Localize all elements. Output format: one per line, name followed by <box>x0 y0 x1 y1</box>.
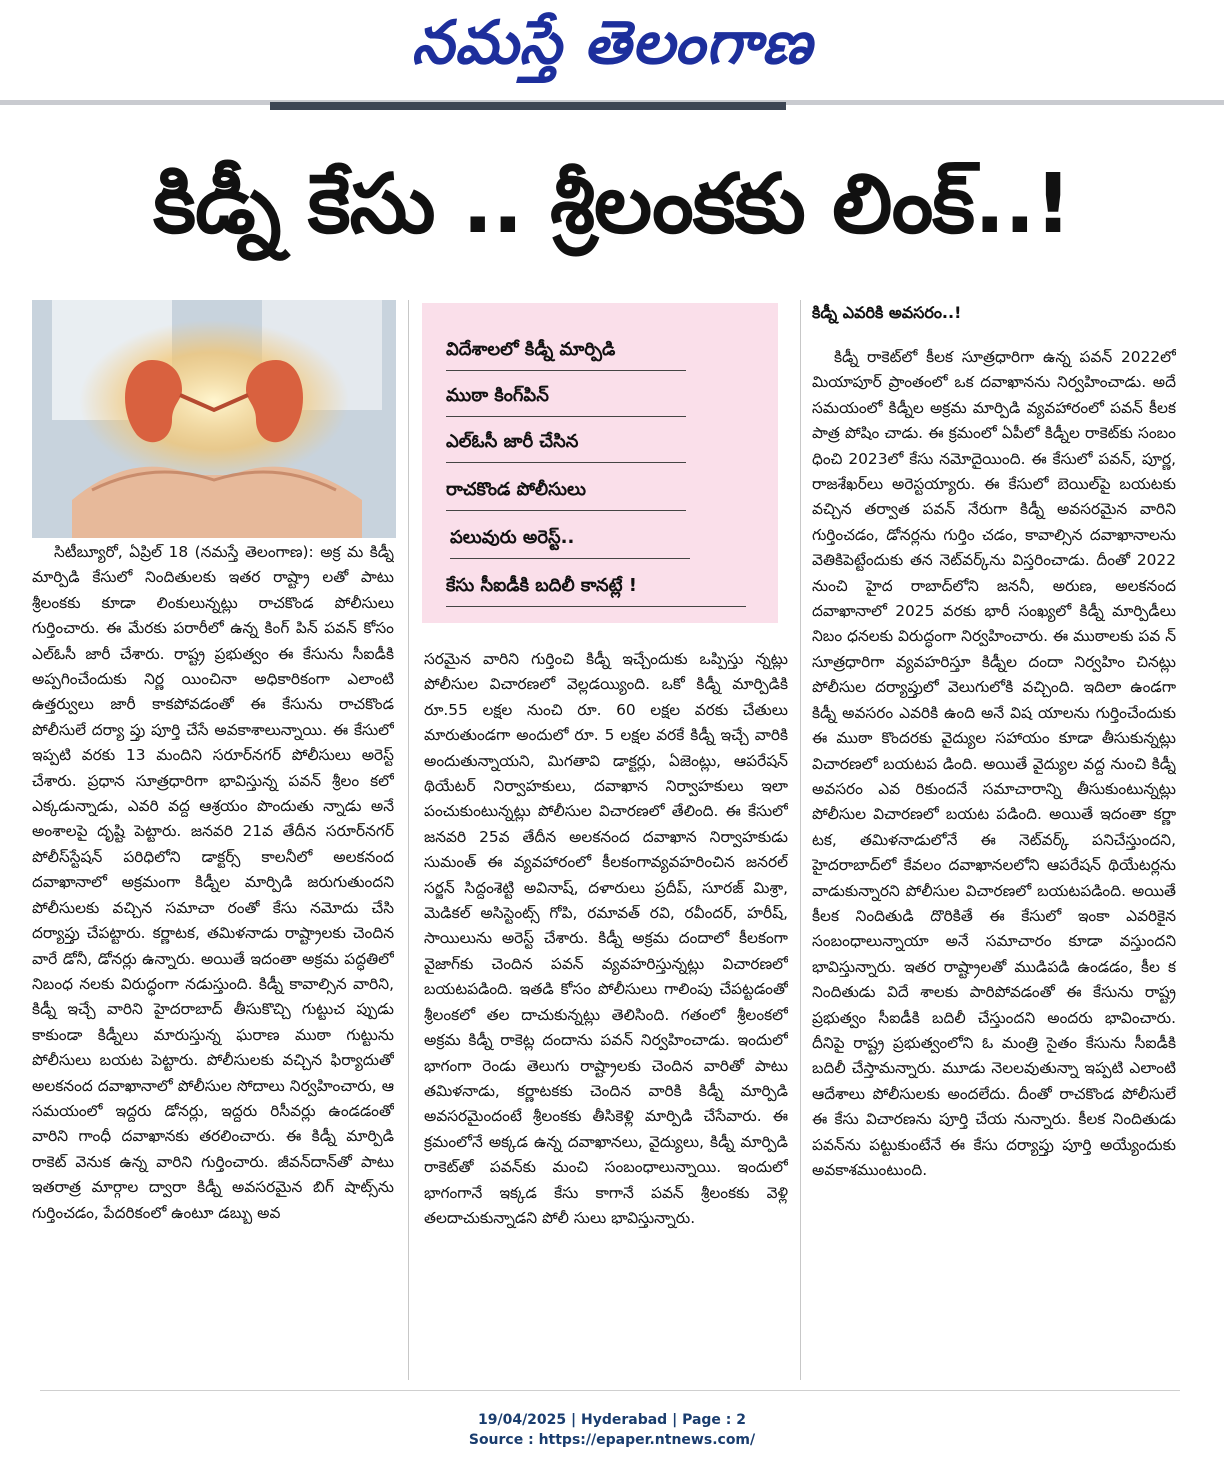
highlight-line: కేసు సీఐడీకి బదిలీ కానట్లే ! <box>446 566 746 607</box>
kidney-hands-image <box>32 300 396 538</box>
article-column-1 <box>32 540 394 1370</box>
kidney-illustration-icon <box>32 300 396 538</box>
highlight-line: పలువురు అరెస్ట్.. <box>450 518 690 559</box>
article-column-2 <box>424 647 788 1367</box>
article-text: కిడ్నీ రాకెట్‌లో కీలక సూత్రధారిగా ఉన్న పవన్ 2022లో మియాపూర్ ప్రాంతంలో ఒక దవాఖానను నిర్వహించాడు. అదే సమయంలో కిడ్నీల అక్రమ మార్పిడి వ్యవహారంలో పవన్ కీలక పాత్ర పోషిం చాడు. ఈ క్రమంలో ఏపీలో కిడ్నీల రాకెట్‌కు సంబం ధించి 2023లో కేసు నమోదైయింది. ఈ కేసులో పవన్, పూర్ణ, రాజశేఖర్‌లు అరెస్టయ్యారు. ఈ కేసులో బెయిల్‌పై బయటకు వచ్చిన తర్వాత పవన్ నేరుగా కిడ్నీ అవసరమైన వారిని గుర్తించడం, డోనర్లను గుర్తిం చడం, కావాల్సిన దవాఖానాలను వెతికిపెట్టేందుకు తన నెట్‌వర్క్‌ను విస్తరించాడు. దీంతో 2022 నుంచి హైద రాబాద్‌లోని జననీ, అరుణ, అలకనంద దవాఖానాలో 2025 వరకు భారీ సంఖ్యలో కిడ్నీ మార్పిడీలు నిబం ధనలకు విరుద్ధంగా నిర్వహించారు. ఈ ముఠాలకు పవ న్ సూత్రధారిగా వ్యవహరిస్తూ కిడ్నీల దందా నిర్వహిం చినట్లు పోలీసుల దర్యాప్తులో వెలుగులోకి వచ్చింది. ఇదిలా ఉండగా కిడ్నీ అవసరం ఎవరికి ఉంది అనే విష యాలను గుర్తించేందుకు ఈ ముఠా కొందరకు వైద్యుల సహాయం కూడా తీసుకున్నట్లు విచారణలో బయటప డింది. అయితే వైద్యుల వద్ద నుంచి కిడ్నీ అవసరం ఎవ రికుందనే సమాచారాన్ని తీసుకుంటున్నట్లు పోలీసుల విచారణలో బయట పడింది. అయితే ఇదంతా కర్ణా టక, తమిళనాడులోనే ఈ నెట్‌వర్క్ పనిచేస్తుందని, హైదరాబాద్‌లో కేవలం దవాఖానలలోని ఆపరేషన్ థియేటర్లను వాడుకున్నారని పోలీసుల విచారణలో బయటపడింది. అయితే కీలక నిందితుడి దొరికితే ఈ కేసులో ఇంకా ఎవరికైన సంబంధాలున్నాయా అనే సమాచారం కూడా వస్తుందని భావిస్తున్నారు. ఇతర రాష్ట్రాలతో ముడిపడి ఉండడం, కీల క నిందితుడు విదే శాలకు పారిపోవడంతో ఈ కేసును రాష్ట్ర ప్రభుత్వం సీఐడీకి బదిలీ చేస్తుందని అందరు భావించారు. దీనిపై రాష్ట్ర ప్రభుత్వంలోని ఓ మంత్రి సైతం కేసును సీఐడీకి బదిలీ చేస్తామన్నారు. మూడు నెలలవుతున్నా ఇప్పటి ఎలాంటి ఆదేశాలు పోలీసులకు అందలేదు. దీంతో రాచకొండ పోలీసులే ఈ కేసు విచారణను పూర్తి చేయ నున్నారు. కీలక నిందితుడు పవన్‌ను పట్టుకుంటేనే ఈ కేసు దర్యాప్తు పూర్తి అయ్యేందుకు అవకాశముంటుంది. <box>812 348 1176 1179</box>
article-text: సరమైన వారిని గుర్తించి కిడ్నీ ఇచ్చేందుకు ఒప్పిస్తు న్నట్లు పోలీసుల విచారణలో వెల్లడయ్యింది. ఒకో కిడ్నీ మార్పిడికి రూ.55 లక్షల నుంచి రూ. 60 లక్షల వరకు చేతులు మారుతుండగా అందులో రూ. 5 లక్షల వరకే కిడ్నీ ఇచ్చే వారికి అందుతున్నాయని, మిగతావి డాక్టర్లు, ఏజెంట్లు, ఆపరేషన్ థియేటర్ నిర్వాహకులు, దవాఖాన నిర్వాహకులు ఇలా పంచుకుంటున్నట్లు పోలీసుల విచారణలో తేలింది. ఈ కేసులో జనవరి 25వ తేదీన అలకనంద దవాఖాన నిర్వాహకుడు సుమంత్ ఈ వ్యవహారంలో కీలకంగావ్యవహరించిన జనరల్ సర్జన్ సిద్దంశెట్టి అవినాష్, దళారులు ప్రదీప్, సూరజ్ మిశ్రా, మెడికల్ అసిస్టెంట్స్ గోపి, రమావత్ రవి, రవీందర్, హరీష్, సాయిలును అరెస్ట్ చేశారు. కిడ్నీ అక్రమ దందాలో కీలకంగా వైజాగ్‌కు చెందిన పవన్ వ్యవహరిస్తున్నట్లు విచారణలో బయటపడింది. ఇతడి కోసం పోలీసులు గాలింపు చేపట్టడంతో శ్రీలంకలో తల దాచుకున్నట్లు తెలిసింది. గతంలో శ్రీలంకలో అక్రమ కిడ్నీ రాకెట్ల దందాను పవన్ నిర్వహించాడు. ఇందులో భాగంగా రెండు తెలుగు రాష్ట్రాలకు చెందిన వారితో పాటు తమిళనాడు, కర్ణాటకకు చెందిన వారికి కిడ్నీ మార్పిడి అవసరమైందంటే శ్రీలంకకు తీసికెళ్లి మార్పిడి చేసేవారు. ఈ క్రమంలోనే అక్కడ ఉన్న దవాఖానలు, వైద్యులు, కిడ్నీ మార్పిడి రాకెట్‌తో పవన్‌కు మంచి సంబంధాలున్నాయి. ఇందులో భాగంగానే ఇక్కడ కేసు కాగానే పవన్ శ్రీలంకకు వెళ్లి తలదాచుకున్నాడని పోలీ సులు భావిస్తున్నారు. <box>424 650 788 1227</box>
page-footer <box>0 1410 1224 1450</box>
footer-source: Source : https://epaper.ntnews.com/ <box>468 1432 756 1448</box>
footer-date-page: 19/04/2025 | Hyderabad | Page : 2 <box>477 1412 747 1428</box>
page-headline: కిడ్నీ కేసు .. శ్రీలంకకు లింక్..! <box>153 157 1071 252</box>
masthead <box>0 0 1224 100</box>
highlight-line: ముఠా కింగ్‌పిన్ <box>446 376 686 417</box>
highlight-line: రాచకొండ పోలీసులు <box>446 470 686 511</box>
article-text: సిటీబ్యూరో, ఏప్రిల్ 18 (నమస్తే తెలంగాణ): అక్ర మ కిడ్నీ మార్పిడి కేసులో నిందితులకు ఇతర రాష్ట్రా లతో పాటు శ్రీలంకకు కూడా లింకులున్నట్లు రాచకొండ పోలీసులు గుర్తించారు. ఈ మేరకు పరారీలో ఉన్న కింగ్ పిన్ పవన్ కోసం ఎల్ఓసీ జారీ చేశారు. రాష్ట్ర ప్రభుత్వం ఈ కేసును సీఐడీకి అప్పగించేందుకు నిర్ణ యించినా అధికారికంగా ఎలాంటి ఉత్తర్వులు జారీ కాకపోవడంతో ఈ కేసును రాచకొండ పోలీసులే దర్యా ప్తు పూర్తి చేసే అవకాశాలున్నాయి. ఈ కేసులో ఇప్పటి వరకు 13 మందిని సరూర్‌నగర్ పోలీసులు అరెస్ట్ చేశారు. ప్రధాన సూత్రధారిగా భావిస్తున్న పవన్ శ్రీలం కలో ఎక్కడున్నాడు, ఎవరి వద్ద ఆశ్రయం పొందుతు న్నాడు అనే అంశాలపై దృష్టి పెట్టారు. జనవరి 21వ తేదీన సరూర్‌నగర్ పోలీస్‌స్టేషన్ పరిధిలోని డాక్టర్స్ కాలనీలో అలకనంద దవాఖానాలో అక్రమంగా కిడ్నీల మార్పిడి జరుగుతుందని పోలీసులకు వచ్చిన సమాచా రంతో కేసు నమోదు చేసి దర్యాప్తు చేపట్టారు. కర్ణాటక, తమిళనాడు రాష్ట్రాలకు చెందిన వారే డోనీ, డోనర్లు ఉన్నారు. అయితే ఇదంతా అక్రమ పద్ధతిలో నిబంధ నలకు విరుద్ధంగా నడుస్తుంది. కిడ్నీ కావాల్సిన వారిని, కిడ్నీ ఇచ్చే వారిని హైదరాబాద్ తీసుకొచ్చి గుట్టుచ ప్పుడు కాకుండా కిడ్నీలు మారుస్తున్న ఘరాణ ముఠా గుట్టును పోలీసులు బయట పెట్టారు. పోలీసులకు వచ్చిన ఫిర్యాదుతో అలకనంద దవాఖానాలో పోలీసుల సోదాలు నిర్వహించారు, ఆ సమయంలో ఇద్దరు డోనర్లు, ఇద్దరు రిసీవర్లు ఉండడంతో వారిని గాంధీ దవాఖానకు తరలించారు. ఈ కిడ్నీ మార్పిడి రాకెట్ వెనుక ఉన్న వారిని గుర్తించారు. జీవన్‌దాన్‌తో పాటు ఇతరాత్ర మార్గాల ద్వారా కిడ్నీ అవసరమైన బిగ్ షాట్స్‌ను గుర్తించడం, పేదరికంలో ఉంటూ డబ్బు అవ <box>32 543 394 1222</box>
column-divider <box>408 300 409 1380</box>
highlight-line: విదేశాలలో కిడ్నీ మార్పిడి <box>446 330 686 371</box>
masthead-rule-dark <box>270 102 786 110</box>
bottom-rule <box>40 1390 1180 1391</box>
subheading: కిడ్నీ ఎవరికి అవసరం..! <box>812 303 962 322</box>
newspaper-logo: నమస్తే తెలంగాణ <box>411 8 813 78</box>
article-column-3 <box>812 303 1176 1370</box>
highlight-line: ఎల్ఓసీ జారీ చేసిన <box>446 422 686 463</box>
column-divider <box>800 300 801 1380</box>
